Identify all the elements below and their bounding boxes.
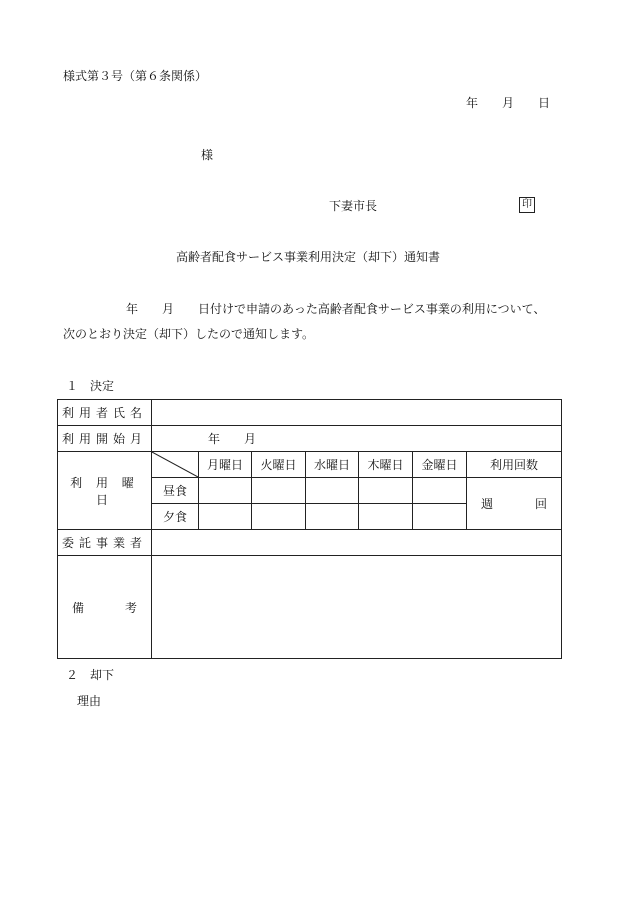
- day-header-wed: 水曜日: [306, 452, 359, 478]
- dinner-mon-cell[interactable]: [199, 504, 252, 530]
- remarks-field[interactable]: [152, 556, 562, 659]
- start-month-field[interactable]: [152, 426, 562, 452]
- section-rejection-heading: ２ 却下: [66, 668, 115, 682]
- contractor-field[interactable]: [152, 530, 562, 556]
- table-row: [58, 556, 562, 659]
- seal-mark: 印: [519, 197, 535, 213]
- table-row: [58, 426, 562, 452]
- lunch-fri-cell[interactable]: [413, 478, 467, 504]
- contractor-label: 委託事業者: [58, 530, 152, 556]
- table-row: [58, 530, 562, 556]
- day-header-thu: 木曜日: [359, 452, 413, 478]
- usage-count-cell[interactable]: [467, 478, 562, 530]
- per-week-label: 週: [481, 497, 494, 511]
- day-header-tue: 火曜日: [252, 452, 306, 478]
- intro-line-1: 年 月 日付けで申請のあった高齢者配食サービス事業の利用について、: [126, 302, 546, 316]
- meal-lunch-label: 昼食: [152, 478, 199, 504]
- section-decision-heading: １ 決定: [66, 379, 115, 393]
- form-number: 様式第３号（第６条関係）: [63, 69, 208, 83]
- decision-table: [57, 399, 562, 659]
- user-name-field[interactable]: [152, 400, 562, 426]
- start-month-label: 利用開始月: [58, 426, 152, 452]
- dinner-tue-cell[interactable]: [252, 504, 306, 530]
- dinner-wed-cell[interactable]: [306, 504, 359, 530]
- times-label: 回: [535, 497, 548, 511]
- table-row: [58, 452, 562, 478]
- lunch-wed-cell[interactable]: [306, 478, 359, 504]
- day-header-mon: 月曜日: [199, 452, 252, 478]
- rejection-reason-label: 理由: [77, 694, 102, 708]
- document-title: 高齢者配食サービス事業利用決定（却下）通知書: [176, 250, 441, 264]
- date-line: 年 月 日: [466, 96, 551, 110]
- meal-dinner-label: 夕食: [152, 504, 199, 530]
- weekdays-label: 利 用 曜 日: [58, 452, 152, 530]
- intro-line-2: 次のとおり決定（却下）したので通知します。: [63, 327, 315, 341]
- remarks-label-left: 備: [72, 600, 85, 615]
- user-name-label: 利用者氏名: [58, 400, 152, 426]
- dinner-fri-cell[interactable]: [413, 504, 467, 530]
- diagonal-header-cell: [152, 452, 199, 478]
- dinner-thu-cell[interactable]: [359, 504, 413, 530]
- usage-count-header: 利用回数: [467, 452, 562, 478]
- diagonal-line: [152, 452, 198, 477]
- remarks-label-right: 考: [124, 600, 137, 615]
- lunch-mon-cell[interactable]: [199, 478, 252, 504]
- lunch-thu-cell[interactable]: [359, 478, 413, 504]
- issuer-name: 下妻市長: [329, 199, 378, 213]
- start-month-value: 年 月: [208, 432, 257, 446]
- lunch-tue-cell[interactable]: [252, 478, 306, 504]
- table-row: [58, 400, 562, 426]
- remarks-label-cell: [58, 556, 152, 659]
- addressee-suffix: 様: [201, 148, 214, 162]
- day-header-fri: 金曜日: [413, 452, 467, 478]
